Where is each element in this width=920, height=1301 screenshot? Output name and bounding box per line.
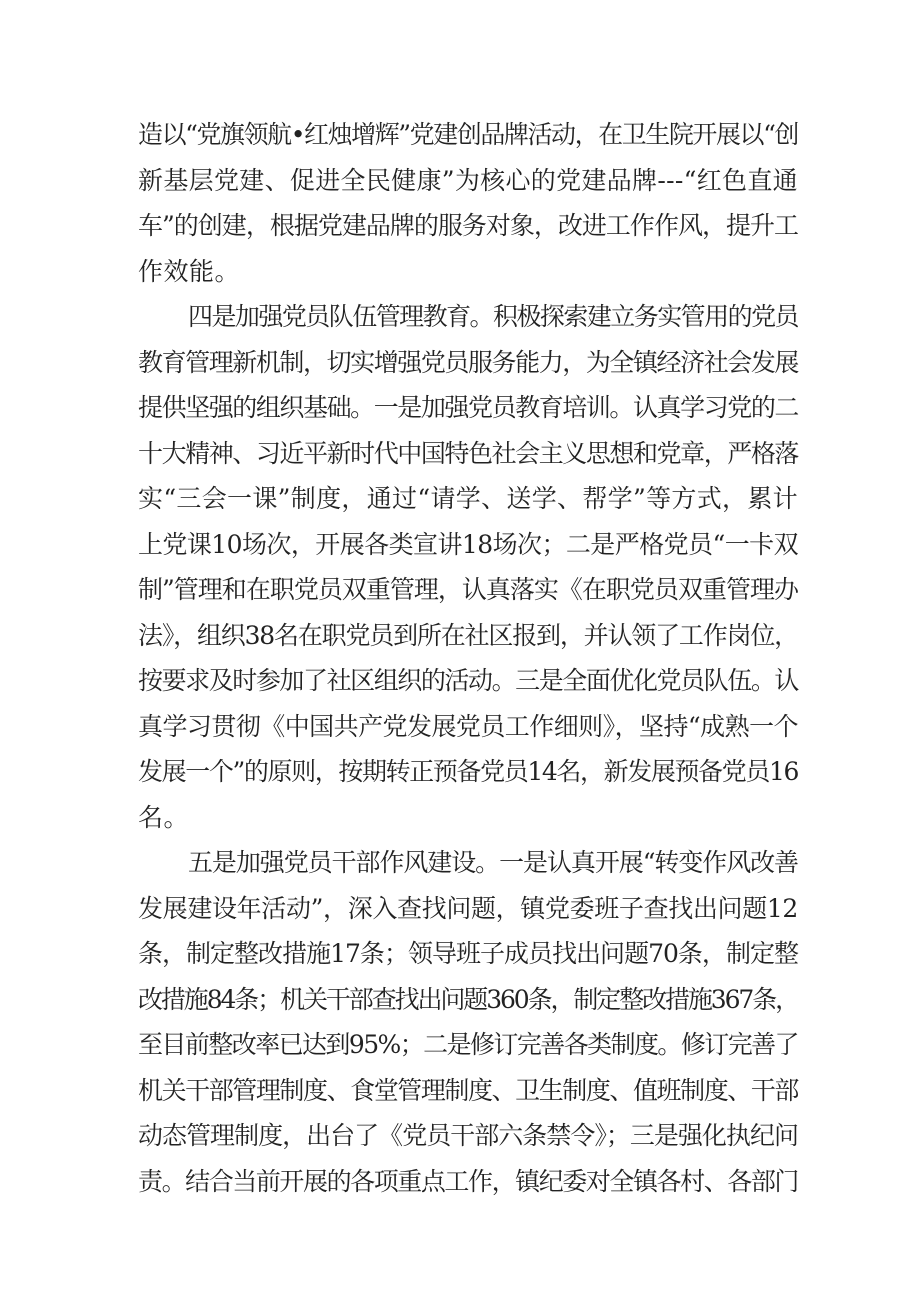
text-line: 教育管理新机制，切实增强党员服务能力，为全镇经济社会发展	[138, 347, 798, 377]
text-line: 改措施84条；机关干部查找出问题360条，制定整改措施367条，	[138, 984, 798, 1014]
text-line: 制”管理和在职党员双重管理，认真落实《在职党员双重管理办	[138, 575, 798, 604]
paragraph-member-education	[138, 294, 798, 840]
text-line: 四是加强党员队伍管理教育。积极探索建立务实管用的党员	[188, 302, 798, 331]
text-line: 动态管理制度，出台了《党员干部六条禁令》；三是强化执纪问	[138, 1121, 798, 1150]
text-line: 造以“党旗领航•红烛增辉”党建创品牌活动，在卫生院开展以“创	[138, 120, 798, 149]
paragraph-work-style	[138, 840, 798, 1204]
text-line: 机关干部管理制度、食堂管理制度、卫生制度、值班制度、干部	[138, 1075, 798, 1105]
text-line: 十大精神、习近平新时代中国特色社会主义思想和党章，严格落	[138, 438, 798, 468]
text-line: 按要求及时参加了社区组织的活动。三是全面优化党员队伍。认	[138, 666, 798, 695]
text-line: 发展一个”的原则，按期转正预备党员14名，新发展预备党员16	[138, 757, 798, 786]
text-line: 名。	[138, 802, 190, 832]
text-line: 条，制定整改措施17条；领导班子成员找出问题70条，制定整	[138, 939, 798, 968]
text-line: 上党课10场次，开展各类宣讲18场次；二是严格党员“一卡双	[138, 529, 799, 559]
text-line: 责。结合当前开展的各项重点工作，镇纪委对全镇各村、各部门	[138, 1166, 798, 1196]
text-line: 作效能。	[138, 256, 241, 286]
text-line: 真学习贯彻《中国共产党发展党员工作细则》，坚持“成熟一个	[138, 711, 798, 741]
paragraph-party-brand	[138, 112, 798, 294]
text-line: 车”的创建，根据党建品牌的服务对象，改进工作作风，提升工	[138, 211, 798, 240]
text-line: 五是加强党员干部作风建设。一是认真开展“转变作风改善	[188, 848, 798, 877]
text-line: 发展建设年活动”，深入查找问题，镇党委班子查找出问题12	[138, 893, 798, 923]
document-page	[138, 112, 798, 1204]
text-line: 提供坚强的组织基础。一是加强党员教育培训。认真学习党的二	[138, 393, 798, 422]
text-line: 法》，组织38名在职党员到所在社区报到，并认领了工作岗位，	[138, 620, 798, 650]
text-line: 至目前整改率已达到95%；二是修订完善各类制度。修订完善了	[138, 1030, 798, 1059]
text-line: 实“三会一课”制度，通过“请学、送学、帮学”等方式，累计	[138, 484, 798, 513]
text-line: 新基层党建、促进全民健康”为核心的党建品牌---“红色直通	[138, 165, 798, 195]
